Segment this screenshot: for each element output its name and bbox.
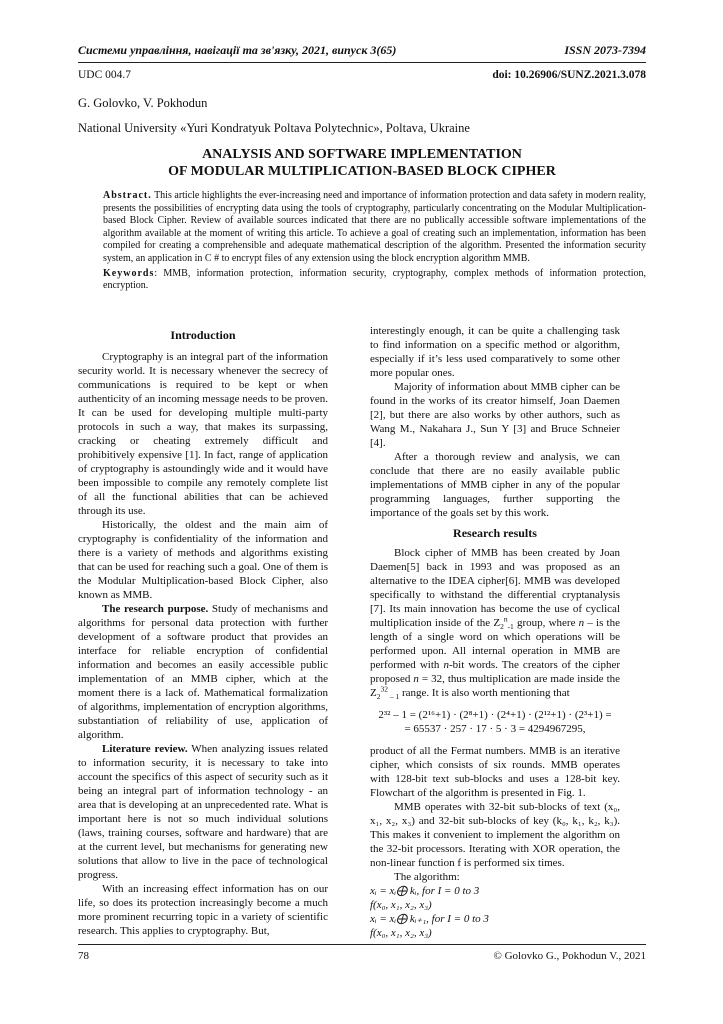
page-number: 78 [78, 950, 89, 962]
keywords-text: : MMB, information protection, information security, cryptography, complex methods of information protection, encryption. [103, 267, 646, 292]
sub-2: 2 [500, 622, 504, 632]
literature-review-paragraph [78, 742, 328, 882]
paper-title [78, 146, 646, 180]
authors: G. Golovko, V. Pokhodun [78, 96, 208, 110]
journal-header [78, 43, 646, 58]
footer-rule [78, 944, 646, 945]
intro-paragraph-2: Historically, the oldest and the main aim of cryptography is confidentiality of the information and there is a variety of methods and algorithms existing that can be used for reaching such a goal. One of them is the Modular Multiplication-based Block Cipher, also known as MMB. [78, 519, 328, 601]
sub-minus-1: -1 [507, 622, 514, 632]
results-text-d: -bit words. The creators of the cipher proposed [370, 659, 620, 685]
results-paragraph-2: product of all the Fermat numbers. MMB is an iterative cipher, which consists of six rounds. MMB operates with 128-bit text sub-blocks and uses a 128-bit key. Flowchart of the algorithm is presented in Fig. 1. [370, 745, 620, 799]
results-paragraph-1 [370, 546, 620, 700]
literature-review-text: When analyzing issues related to information security, it is necessary to take into account the specifics of this aspect of security such as it being an integral part of information technology - an area that is developing at an unprecedented rate. What is important here is not so much individual solutions (laws, training courses, software and hardware) that are at the current level, but mechanisms for generating new solutions that allow to live in the pace of technological progress. [78, 743, 329, 881]
algorithm-step-3: xᵢ = xᵢ⨁ kᵢ₊₁, for I = 0 to 3 [370, 913, 489, 925]
affiliation: National University «Yuri Kondratyuk Poltava Polytechnic», Poltava, Ukraine [78, 121, 470, 135]
journal-name: Системи управління, навігації та зв'язку, 2021, випуск 3(65) [78, 43, 397, 57]
udc: UDC 004.7 [78, 69, 132, 81]
intro-paragraph-5: With an increasing effect information has on our life, so does its protection increasingly become a much more prominent recurring topic in a variety of scientific research. This applies to cryptography. But, [78, 883, 328, 937]
doi: doi: 10.26906/SUNZ.2021.3.078 [492, 69, 646, 81]
sup-32: 32 [380, 684, 388, 694]
equation-line-2: = 65537 · 257 · 17 · 5 · 3 = 4294967295, [404, 723, 586, 735]
left-column [78, 324, 328, 938]
algorithm-label: The algorithm: [394, 871, 460, 883]
research-purpose-lead: The research purpose. [102, 603, 209, 615]
right-paragraph-2: Majority of information about MMB cipher can be found in the works of its creator himself, Joan Daemen [2], but there are also works by other authors, such as Wang M., Nakahara J., Sun Y [3] and Bruce Schneier [4]. [370, 381, 620, 449]
var-n-3: n [413, 673, 419, 685]
results-heading: Research results [453, 526, 537, 540]
results-text-e: = 32, thus multiplication are made inside the Z [370, 673, 621, 699]
literature-review-lead: Literature review. [102, 743, 188, 755]
abstract-text: This article highlights the ever-increasing need and importance of information protection and data safety in modern reality, presents the possibilities of encrypting data using the tools of cryptography, particularly concentrating on the Modular Multiplication-based Block Cipher. Review of available sources indicated that there are no publically accessible software implementations of the algorithm available at the moment of writing this article. To achieve a goal of creating such an implementation, information has been compiled for creating a comprehensible and adequate mathematical description of the algorithm. Presented the information security system, an application in C # to encrypt files of any extension using the block encryption algorithm MMB. [103, 190, 646, 264]
header-rule [78, 62, 646, 63]
abstract-body [103, 190, 646, 266]
title-line-1: ANALYSIS AND SOFTWARE IMPLEMENTATION [202, 147, 522, 162]
results-text-a: Block cipher of MMB has been created by Joan Daemen[5] back in 1993 and was proposed as an alternative to the IDEA cipher[6]. MMB was developed specifically to withstand the differential cryptanalysis [7]. Its main innovation has become the use of cyclical multiplication inside of the Z [370, 547, 620, 629]
results-text-f: range. It is also worth mentioning that [399, 687, 570, 699]
results-text-c: – is the length of a single word on which operations will be performed upon. All internal operation in MMB are performed with [370, 617, 620, 671]
issn: ISSN 2073-7394 [564, 43, 646, 57]
sub-2b: 2 [376, 692, 381, 702]
intro-paragraph-1: Cryptography is an integral part of the information security world. It is necessary whenever the secrecy of communications is required to be kept or when authenticity of an incoming message needs to be proven. It can be used for developing multiple multi-party protocols in such a way, that makes its surpassing, cracking or cheating extremely difficult and prohibitively expensive [1]. In fact, range of application of cryptography is astoundingly wide and it would have been impossible to compile any remotely complete list of all the functional abilities that can be achieved through its use. [78, 351, 328, 517]
meta-row [78, 69, 646, 81]
equation-line-1: 2³² – 1 = (2¹⁶+1) · (2⁸+1) · (2⁴+1) · (2¹²+1) · (2³+1) = [378, 709, 612, 721]
research-purpose-paragraph [78, 602, 328, 742]
copyright: © Golovko G., Pokhodun V., 2021 [493, 950, 646, 962]
intro-heading: Introduction [170, 328, 236, 342]
footer [78, 950, 646, 962]
results-paragraph-3: MMB operates with 32-bit sub-blocks of text (x₀, x₁, x₂, x₃) and 32-bit sub-blocks of key (k₀, k₁, k₂, k₃). This makes it convenient to implement the algorithm on the 32-bit processors. Iterating with XOR operation, the non-linear function f is performed six times. [370, 801, 620, 869]
sup-n: n [503, 614, 508, 624]
right-paragraph-1: interestingly enough, it can be quite a challenging task to find information on a specific method or algorithm, especially if it’s less used comparatively to some other more popular ones. [370, 325, 620, 379]
keywords-label: Keywords [103, 267, 155, 279]
title-line-2: OF MODULAR MULTIPLICATION-BASED BLOCK CIPHER [168, 164, 556, 179]
keywords [103, 268, 646, 293]
right-paragraph-3: After a thorough review and analysis, we can conclude that there are no easily available public implementations of MMB cipher in any of the popular programming languages, further supporting the importance of the goals set by this work. [370, 451, 620, 519]
sub-minus-1b: – 1 [387, 692, 400, 702]
algorithm-step-4: f(x₀, x₁, x₂, x₃) [370, 927, 432, 939]
var-n-2: n [443, 659, 449, 671]
right-column [370, 324, 620, 940]
equation [370, 708, 620, 736]
abstract-label: Abstract. [103, 190, 152, 201]
research-purpose-text: Study of mechanisms and algorithms for personal data protection with further development of a software product that provides an interface for reliable encryption of confidential information and becomes an easily accessible public implementation of an MMB cipher, which at the moment there is a lack of. Mathematical formalization of algorithms, implementation of encryption algorithms, substantiation of reliability of use, application of algorithm. [78, 603, 328, 741]
abstract [103, 190, 646, 293]
algorithm-step-1: xᵢ = xᵢ⨁ kᵢ, for I = 0 to 3 [370, 885, 480, 897]
algorithm-step-2: f(x₀, x₁, x₂, x₃) [370, 899, 432, 911]
var-n-1: n [578, 617, 585, 629]
results-text-b: group, where [513, 617, 579, 629]
